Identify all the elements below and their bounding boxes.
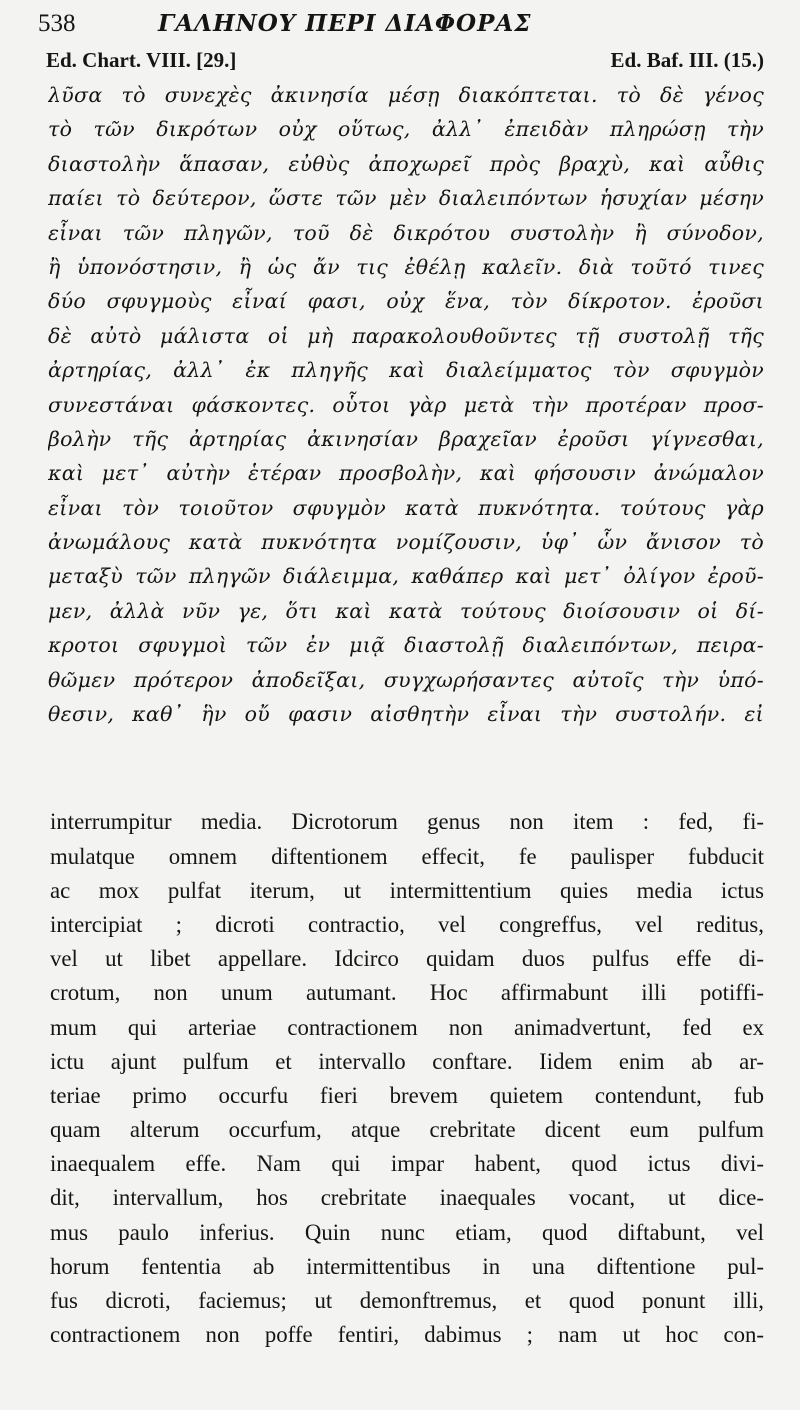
latin-line: quam alterum occurfum, atque crebritate dicent eum pulfum	[50, 1117, 764, 1143]
greek-line: δὲ αὐτὸ μάλιστα οἱ μὴ παρακολουθοῦντες τῇ συστολῇ τῆς	[48, 323, 764, 348]
greek-line: ἀνωμάλους κατὰ πυκνότητα νομίζουσιν, ὑφ᾽ ὧν ἄνισον τὸ	[48, 530, 764, 555]
latin-line: vel ut libet appellare. Idcirco quidam duos pulfus effe di-	[50, 946, 764, 972]
greek-line: διαστολὴν ἅπασαν, εὐθὺς ἀποχωρεῖ πρὸς βραχὺ, καὶ αὖθις	[48, 151, 764, 176]
greek-line: ἢ ὑπονόστησιν, ἢ ὡς ἄν τις ἐθέλῃ καλεῖν. διὰ τοῦτό τινες	[48, 254, 764, 279]
greek-text	[38, 78, 764, 731]
greek-line: καὶ μετ᾽ αὐτὴν ἑτέραν προσβολὴν, καὶ φήσουσιν ἀνώμαλον	[48, 461, 764, 486]
latin-line: ac mox pulfat iterum, ut intermittentium quies media ictus	[50, 877, 764, 903]
latin-line: mum qui arteriae contractionem non animadvertunt, fed ex	[50, 1014, 764, 1040]
latin-line: intercipiat ; dicroti contractio, vel congreffus, vel reditus,	[50, 911, 764, 937]
greek-line: θῶμεν πρότερον ἀποδεῖξαι, συγχωρήσαντες αὐτοῖς τὴν ὑπό-	[48, 667, 764, 692]
greek-line: τὸ τῶν δικρότων οὐχ οὕτως, ἀλλ᾽ ἐπειδὰν πληρώσῃ τὴν	[48, 117, 764, 142]
greek-line: συνεστάναι φάσκοντες. οὗτοι γὰρ μετὰ τὴν προτέραν προσ-	[48, 392, 764, 417]
greek-line: μεταξὺ τῶν πληγῶν διάλειμμα, καθάπερ καὶ μετ᾽ ὀλίγον ἐροῦ-	[48, 564, 764, 589]
latin-line: contractionem non poffe fentiri, dabimus ; nam ut hoc con-	[50, 1322, 764, 1348]
greek-line: ἀρτηρίας, ἀλλ᾽ ἐκ πληγῆς καὶ διαλείμματος τὸν σφυγμὸν	[48, 358, 764, 383]
latin-line: dit, intervallum, hos crebritate inaequales vocant, ut dice-	[50, 1185, 764, 1211]
latin-line: interrumpitur media. Dicrotorum genus non item : fed, fi-	[50, 809, 764, 835]
column-gap	[38, 731, 764, 805]
edition-references	[38, 48, 764, 78]
greek-line: βολὴν τῆς ἀρτηρίας ἀκινησίαν βραχεῖαν ἐροῦσι γίγνεσθαι,	[48, 426, 764, 451]
greek-line: μεν, ἀλλὰ νῦν γε, ὅτι καὶ κατὰ τούτους διοίσουσιν οἱ δί-	[48, 598, 764, 623]
latin-line: teriae primo occurfu fieri brevem quietem contendunt, fub	[50, 1082, 764, 1108]
latin-line: inaequalem effe. Nam qui impar habent, quod ictus divi-	[50, 1151, 764, 1177]
edition-left: Ed. Chart. VIII. [29.]	[46, 48, 237, 72]
page-number: 538	[38, 10, 76, 37]
latin-line: horum fententia ab intermittentibus in una diftentione pul-	[50, 1253, 764, 1279]
greek-line: δύο σφυγμοὺς εἶναί φασι, οὐχ ἕνα, τὸν δίκροτον. ἐροῦσι	[48, 289, 764, 314]
page-header	[38, 10, 764, 46]
latin-line: crotum, non unum autumant. Hoc affirmabunt illi potiffi-	[50, 980, 764, 1006]
greek-line: κροτοι σφυγμοὶ τῶν ἐν μιᾷ διαστολῇ διαλειπόντων, πειρα-	[48, 633, 764, 658]
latin-text	[38, 805, 764, 1352]
greek-line: θεσιν, καθ᾽ ἣν οὔ φασιν αἰσθητὴν εἶναι τὴν συστολήν. εἰ	[48, 702, 764, 727]
greek-line: εἶναι τῶν πληγῶν, τοῦ δὲ δικρότου συστολὴν ἢ σύνοδον,	[48, 220, 764, 245]
latin-line: mus paulo inferius. Quin nunc etiam, quod diftabunt, vel	[50, 1219, 764, 1245]
latin-line: fus dicroti, faciemus; ut demonftremus, et quod ponunt illi,	[50, 1288, 764, 1314]
greek-line: παίει τὸ δεύτερον, ὥστε τῶν μὲν διαλειπόντων ἡσυχίαν μέσην	[48, 186, 764, 211]
running-head: ΓΑΛΗΝΟΥ ΠΕΡΙ ΔΙΑΦΟΡΑΣ	[158, 10, 532, 37]
greek-line: εἶναι τὸν τοιοῦτον σφυγμὸν κατὰ πυκνότητα. τούτους γὰρ	[48, 495, 764, 520]
latin-line: mulatque omnem diftentionem effecit, fe paulisper fubducit	[50, 843, 764, 869]
greek-line: λῦσα τὸ συνεχὲς ἀκινησία μέσῃ διακόπτεται. τὸ δὲ γένος	[48, 83, 764, 107]
edition-right: Ed. Baf. III. (15.)	[610, 48, 764, 72]
latin-line: ictu ajunt pulfum et intervallo conftare. Iidem enim ab ar-	[50, 1048, 764, 1074]
